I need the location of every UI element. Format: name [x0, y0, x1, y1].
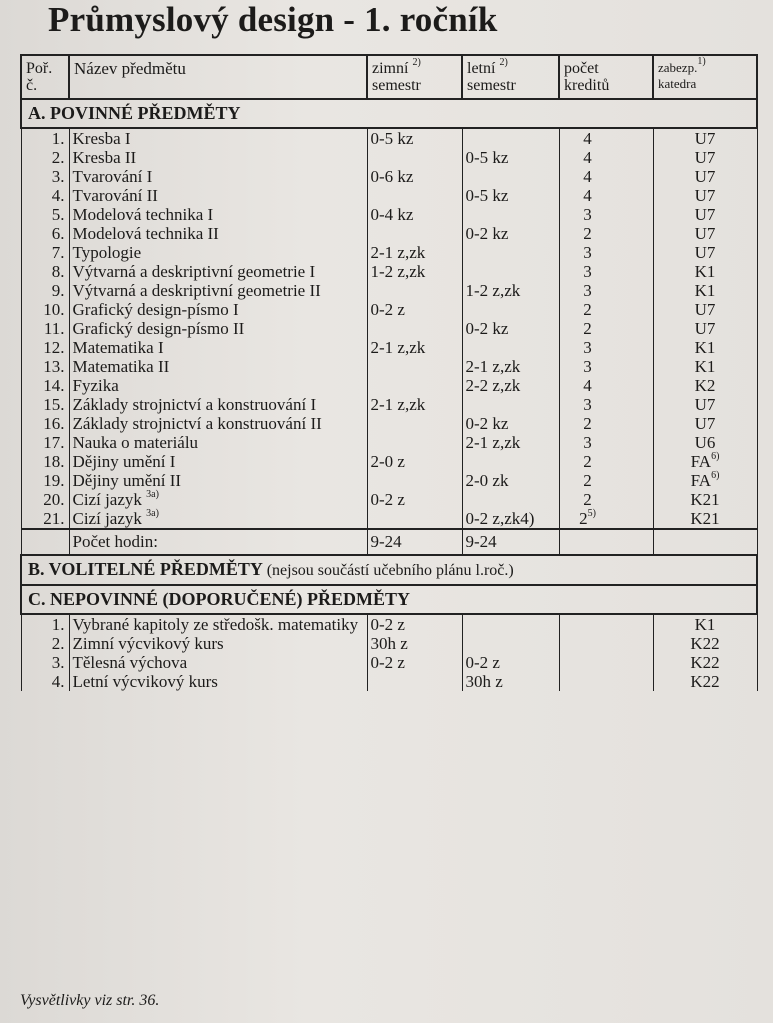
- subject-name-text: Letní výcvikový kurs: [72, 672, 218, 691]
- table-row: [21, 319, 757, 338]
- sum-empty: [653, 529, 757, 555]
- winter-semester: 0-6 kz: [367, 167, 462, 186]
- winter-semester: [367, 319, 462, 338]
- row-number: 16.: [21, 414, 69, 433]
- department-code: U7: [694, 167, 716, 186]
- table-row: [21, 433, 757, 452]
- header-zimni: zimní $^{2)}$ semestr: [367, 55, 462, 99]
- table-row: [21, 205, 757, 224]
- department-code: K22: [690, 653, 720, 672]
- subject-name-text: Základy strojnictví a konstruování II: [72, 414, 322, 433]
- table-row: [21, 148, 757, 167]
- subject-name: [69, 376, 367, 395]
- sum-label: Počet hodin:: [69, 529, 367, 555]
- winter-semester: 2-1 z,zk: [367, 395, 462, 414]
- winter-semester: 30h z: [367, 634, 462, 653]
- credits: [559, 614, 653, 634]
- table-row: [21, 490, 757, 509]
- footnote-marker: 6): [711, 451, 720, 462]
- credits: [559, 509, 653, 529]
- department-code: U7: [694, 243, 716, 262]
- table-row: [21, 653, 757, 672]
- department-code: K2: [694, 376, 716, 395]
- credits: [559, 281, 653, 300]
- subject-name: [69, 395, 367, 414]
- section-b-row: [21, 555, 757, 585]
- row-number: 11.: [21, 319, 69, 338]
- subject-name: [69, 243, 367, 262]
- winter-semester: 0-2 z: [367, 490, 462, 509]
- department: [653, 452, 757, 471]
- subject-name-text: Zimní výcvikový kurs: [72, 634, 224, 653]
- winter-semester: 0-4 kz: [367, 205, 462, 224]
- credits-value: 3: [583, 338, 592, 357]
- row-number: 2.: [21, 634, 69, 653]
- table-row: [21, 281, 757, 300]
- credits: [559, 634, 653, 653]
- subject-name: [69, 186, 367, 205]
- credits: [559, 148, 653, 167]
- credits: [559, 672, 653, 691]
- row-number: 14.: [21, 376, 69, 395]
- department: [653, 186, 757, 205]
- table-row: [21, 634, 757, 653]
- department-code: FA: [690, 452, 712, 471]
- row-number: 9.: [21, 281, 69, 300]
- credits: [559, 300, 653, 319]
- credits: [559, 433, 653, 452]
- department: [653, 338, 757, 357]
- credits: [559, 490, 653, 509]
- department: [653, 395, 757, 414]
- footnote: Vysvětlivky viz str. 36.: [20, 992, 160, 1009]
- credits-value: 3: [583, 433, 592, 452]
- summer-semester: [462, 205, 559, 224]
- credits: [559, 205, 653, 224]
- subject-name-text: Tvarování II: [72, 186, 158, 205]
- winter-semester: [367, 414, 462, 433]
- section-a-title: A. POVINNÉ PŘEDMĚTY: [21, 99, 757, 128]
- credits: [559, 224, 653, 243]
- winter-semester: [367, 509, 462, 529]
- header-letni: letní $^{2)}$ semestr: [462, 55, 559, 99]
- winter-semester: 0-2 z: [367, 614, 462, 634]
- subject-name-text: Grafický design-písmo II: [72, 319, 245, 338]
- summer-semester: [462, 338, 559, 357]
- credits: [559, 262, 653, 281]
- summer-semester: 1-2 z,zk: [462, 281, 559, 300]
- subject-name: [69, 300, 367, 319]
- sum-empty: [21, 529, 69, 555]
- footnote-marker: 3a): [146, 508, 159, 519]
- credits: [559, 653, 653, 672]
- department-code: U7: [694, 186, 716, 205]
- header-zabezp: zabezp.$^{1)}$ katedra: [653, 55, 757, 99]
- subject-name: [69, 634, 367, 653]
- department-code: U7: [694, 395, 716, 414]
- row-number: 8.: [21, 262, 69, 281]
- subject-name: [69, 672, 367, 691]
- winter-semester: 1-2 z,zk: [367, 262, 462, 281]
- credits-value: 2: [583, 414, 592, 433]
- subject-name: [69, 262, 367, 281]
- department: [653, 490, 757, 509]
- winter-semester: [367, 433, 462, 452]
- table-row: [21, 300, 757, 319]
- department-code: K21: [690, 490, 720, 509]
- subject-name-text: Modelová technika II: [72, 224, 219, 243]
- summer-semester: [462, 262, 559, 281]
- subject-name: [69, 490, 367, 509]
- summer-semester: 30h z: [462, 672, 559, 691]
- credits-value: 4: [583, 148, 592, 167]
- department: [653, 167, 757, 186]
- subject-name: [69, 414, 367, 433]
- subject-name-text: Tvarování I: [72, 167, 153, 186]
- subject-name: [69, 128, 367, 148]
- credits-value: 4: [583, 186, 592, 205]
- footnote-marker: 3a): [146, 489, 159, 500]
- row-number: 3.: [21, 167, 69, 186]
- row-number: 4.: [21, 672, 69, 691]
- subject-name: [69, 224, 367, 243]
- row-number: 15.: [21, 395, 69, 414]
- credits: [559, 128, 653, 148]
- subject-name-text: Výtvarná a deskriptivní geometrie II: [72, 281, 321, 300]
- department: [653, 224, 757, 243]
- subject-name: [69, 338, 367, 357]
- section-b-title: [21, 555, 757, 585]
- section-b-label: B. VOLITELNÉ PŘEDMĚTY: [28, 559, 263, 579]
- table-row: [21, 452, 757, 471]
- department: [653, 357, 757, 376]
- sum-row: [21, 529, 757, 555]
- row-number: 3.: [21, 653, 69, 672]
- subject-name: [69, 167, 367, 186]
- winter-semester: 0-2 z: [367, 653, 462, 672]
- credits-value: 2: [583, 490, 592, 509]
- credits: [559, 243, 653, 262]
- row-number: 4.: [21, 186, 69, 205]
- credits: [559, 376, 653, 395]
- credits-value: 2: [583, 300, 592, 319]
- winter-semester: [367, 148, 462, 167]
- subject-name-text: Matematika II: [72, 357, 170, 376]
- subject-name-text: Grafický design-písmo I: [72, 300, 239, 319]
- header-por: Poř. č.: [21, 55, 69, 99]
- row-number: 21.: [21, 509, 69, 529]
- department: [653, 262, 757, 281]
- department-code: U7: [694, 414, 716, 433]
- row-number: 2.: [21, 148, 69, 167]
- row-number: 7.: [21, 243, 69, 262]
- table-row: [21, 128, 757, 148]
- subject-name: [69, 148, 367, 167]
- subject-name: [69, 471, 367, 490]
- winter-semester: 2-0 z: [367, 452, 462, 471]
- table-row: [21, 338, 757, 357]
- credits-value: 4: [583, 129, 592, 148]
- credits: [559, 471, 653, 490]
- subject-name: [69, 357, 367, 376]
- subject-name-text: Cizí jazyk: [72, 490, 142, 509]
- winter-semester: [367, 376, 462, 395]
- department-code: K21: [690, 509, 720, 528]
- summer-semester: [462, 167, 559, 186]
- row-number: 13.: [21, 357, 69, 376]
- department: [653, 414, 757, 433]
- department-code: K1: [694, 615, 716, 634]
- subject-name-text: Fyzika: [72, 376, 119, 395]
- summer-semester: [462, 128, 559, 148]
- table-header-row: [21, 55, 757, 99]
- department: [653, 653, 757, 672]
- credits-value: 3: [583, 243, 592, 262]
- credits: [559, 338, 653, 357]
- subject-name-text: Vybrané kapitoly ze středošk. matematiky: [72, 615, 359, 634]
- summer-semester: 0-2 kz: [462, 224, 559, 243]
- table-row: [21, 224, 757, 243]
- department-code: U7: [694, 319, 716, 338]
- credits-value: 3: [583, 205, 592, 224]
- department: [653, 148, 757, 167]
- row-number: 10.: [21, 300, 69, 319]
- subject-name-text: Typologie: [72, 243, 142, 262]
- credits: [559, 357, 653, 376]
- table-row: [21, 509, 757, 529]
- table-row: [21, 376, 757, 395]
- subject-name-text: Kresba II: [72, 148, 137, 167]
- subject-name-text: Modelová technika I: [72, 205, 214, 224]
- subject-name-text: Základy strojnictví a konstruování I: [72, 395, 317, 414]
- curriculum-table: [20, 54, 758, 691]
- credits-value: 4: [583, 376, 592, 395]
- department-code: U7: [694, 129, 716, 148]
- department: [653, 300, 757, 319]
- table-row: [21, 167, 757, 186]
- department: [653, 376, 757, 395]
- subject-name-text: Kresba I: [72, 129, 131, 148]
- department-code: U7: [694, 300, 716, 319]
- table-row: [21, 471, 757, 490]
- table-row: [21, 414, 757, 433]
- department: [653, 205, 757, 224]
- row-number: 18.: [21, 452, 69, 471]
- summer-semester: 0-2 kz: [462, 414, 559, 433]
- subject-name: [69, 281, 367, 300]
- department-code: K1: [694, 262, 716, 281]
- department: [653, 433, 757, 452]
- row-number: 17.: [21, 433, 69, 452]
- credits: [559, 395, 653, 414]
- department-code: U6: [694, 433, 716, 452]
- credits-value: 3: [583, 395, 592, 414]
- department-code: K22: [690, 634, 720, 653]
- winter-semester: [367, 471, 462, 490]
- table-row: [21, 672, 757, 691]
- row-number: 1.: [21, 614, 69, 634]
- credits: [559, 414, 653, 433]
- credits-value: 2: [583, 224, 592, 243]
- credits-value: 2: [579, 509, 588, 528]
- winter-semester: [367, 281, 462, 300]
- credits-value: 3: [583, 262, 592, 281]
- footnote-marker: 6): [711, 470, 720, 481]
- subject-name: [69, 205, 367, 224]
- credits: [559, 319, 653, 338]
- sum-summer: 9-24: [462, 529, 559, 555]
- section-b-note: (nejsou součástí učebního plánu l.roč.): [266, 562, 514, 579]
- subject-name-text: Cizí jazyk: [72, 509, 142, 528]
- row-number: 5.: [21, 205, 69, 224]
- subject-name-text: Dějiny umění II: [72, 471, 182, 490]
- summer-semester: 0-2 z: [462, 653, 559, 672]
- summer-semester: 2-1 z,zk: [462, 357, 559, 376]
- summer-semester: [462, 634, 559, 653]
- summer-semester: 0-2 z,zk4): [462, 509, 559, 529]
- summer-semester: 2-0 zk: [462, 471, 559, 490]
- credits: [559, 167, 653, 186]
- summer-semester: [462, 614, 559, 634]
- summer-semester: 0-5 kz: [462, 148, 559, 167]
- credits-value: 3: [583, 357, 592, 376]
- subject-name-text: Nauka o materiálu: [72, 433, 199, 452]
- department-code: FA: [690, 471, 712, 490]
- subject-name: [69, 319, 367, 338]
- summer-semester: 2-1 z,zk: [462, 433, 559, 452]
- row-number: 20.: [21, 490, 69, 509]
- table-row: [21, 243, 757, 262]
- summer-semester: [462, 490, 559, 509]
- sum-empty: [559, 529, 653, 555]
- subject-name: [69, 433, 367, 452]
- department: [653, 281, 757, 300]
- department: [653, 509, 757, 529]
- department-code: K1: [694, 281, 716, 300]
- page-title: Průmyslový design - 1. ročník: [48, 0, 498, 39]
- winter-semester: 2-1 z,zk: [367, 243, 462, 262]
- department: [653, 319, 757, 338]
- department-code: U7: [694, 224, 716, 243]
- credits-value: 2: [583, 452, 592, 471]
- subject-name: [69, 452, 367, 471]
- credits: [559, 452, 653, 471]
- section-c-row: [21, 585, 757, 614]
- department-code: K1: [694, 338, 716, 357]
- footnote-marker: 5): [587, 508, 596, 519]
- subject-name: [69, 653, 367, 672]
- summer-semester: 0-2 kz: [462, 319, 559, 338]
- department-code: K1: [694, 357, 716, 376]
- subject-name: [69, 614, 367, 634]
- header-pocet: počet kreditů: [559, 55, 653, 99]
- summer-semester: [462, 395, 559, 414]
- subject-name-text: Výtvarná a deskriptivní geometrie I: [72, 262, 316, 281]
- department: [653, 672, 757, 691]
- winter-semester: [367, 357, 462, 376]
- winter-semester: 0-5 kz: [367, 128, 462, 148]
- subject-name-text: Dějiny umění I: [72, 452, 176, 471]
- credits-value: 2: [583, 319, 592, 338]
- row-number: 1.: [21, 128, 69, 148]
- table-row: [21, 357, 757, 376]
- summer-semester: [462, 300, 559, 319]
- department-code: U7: [694, 148, 716, 167]
- credits: [559, 186, 653, 205]
- credits-value: 4: [583, 167, 592, 186]
- summer-semester: [462, 452, 559, 471]
- winter-semester: [367, 186, 462, 205]
- summer-semester: 0-5 kz: [462, 186, 559, 205]
- subject-name: [69, 509, 367, 529]
- winter-semester: [367, 224, 462, 243]
- header-nazev: Název předmětu: [69, 55, 367, 99]
- department: [653, 614, 757, 634]
- row-number: 6.: [21, 224, 69, 243]
- table-row: [21, 395, 757, 414]
- department-code: K22: [690, 672, 720, 691]
- table-row: [21, 186, 757, 205]
- summer-semester: 2-2 z,zk: [462, 376, 559, 395]
- section-c-title: C. NEPOVINNÉ (DOPORUČENÉ) PŘEDMĚTY: [21, 585, 757, 614]
- row-number: 19.: [21, 471, 69, 490]
- section-a-row: [21, 99, 757, 128]
- winter-semester: [367, 672, 462, 691]
- winter-semester: 0-2 z: [367, 300, 462, 319]
- credits-value: 2: [583, 471, 592, 490]
- department: [653, 634, 757, 653]
- winter-semester: 2-1 z,zk: [367, 338, 462, 357]
- department: [653, 128, 757, 148]
- table-row: [21, 262, 757, 281]
- subject-name-text: Matematika I: [72, 338, 164, 357]
- credits-value: 3: [583, 281, 592, 300]
- table-row: [21, 614, 757, 634]
- subject-name-text: Tělesná výchova: [72, 653, 188, 672]
- department: [653, 471, 757, 490]
- department-code: U7: [694, 205, 716, 224]
- row-number: 12.: [21, 338, 69, 357]
- summer-semester: [462, 243, 559, 262]
- department: [653, 243, 757, 262]
- sum-winter: 9-24: [367, 529, 462, 555]
